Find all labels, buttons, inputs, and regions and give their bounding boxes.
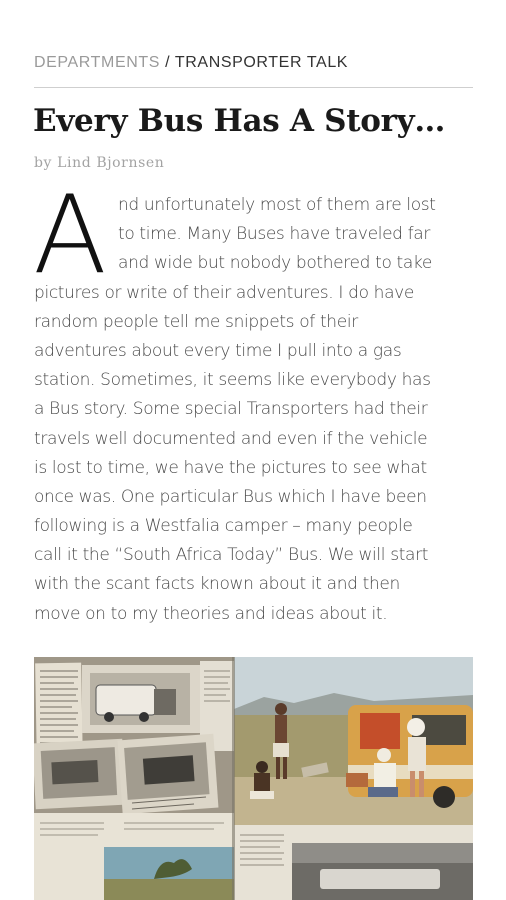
breadcrumb-section-link[interactable]: DEPARTMENTS: [34, 54, 161, 71]
body-line: call it the “South Africa Today” Bus. We will start: [34, 545, 429, 566]
breadcrumb: [34, 54, 474, 72]
body-line: following is a Westfalia camper – many people: [34, 516, 413, 537]
body-line: travels well documented and even if the vehicle: [34, 428, 428, 449]
body-line: adventures about every time I pull into a gas: [34, 340, 402, 361]
body-line: random people tell me snippets of their: [34, 311, 358, 332]
article-photo[interactable]: [34, 657, 473, 900]
body-line: station. Sometimes, it seems like everybody has: [34, 370, 431, 391]
body-line: once was. One particular Bus which I have been: [34, 486, 427, 507]
header-divider: [34, 87, 473, 88]
drop-cap: A: [33, 173, 107, 298]
body-line: pictures or write of their adventures. I do have: [34, 282, 414, 303]
article-title: Every Bus Has A Story…: [33, 103, 446, 139]
body-line: and wide but nobody bothered to take: [118, 253, 432, 274]
body-line: with the scant facts known about it and then: [34, 574, 400, 595]
body-line: a Bus story. Some special Transporters had their: [34, 399, 428, 420]
article-byline: by Lind Bjornsen: [34, 155, 165, 171]
breadcrumb-current[interactable]: TRANSPORTER TALK: [174, 54, 349, 71]
body-line: is lost to time, we have the pictures to see what: [34, 457, 427, 478]
article-body: [34, 191, 474, 629]
body-line: move on to my theories and ideas about it.: [34, 603, 388, 624]
body-line: to time. Many Buses have traveled far: [118, 224, 431, 245]
body-line: nd unfortunately most of them are lost: [118, 195, 436, 215]
breadcrumb-separator: /: [160, 54, 175, 71]
photo-collage-illustration: [34, 657, 473, 900]
